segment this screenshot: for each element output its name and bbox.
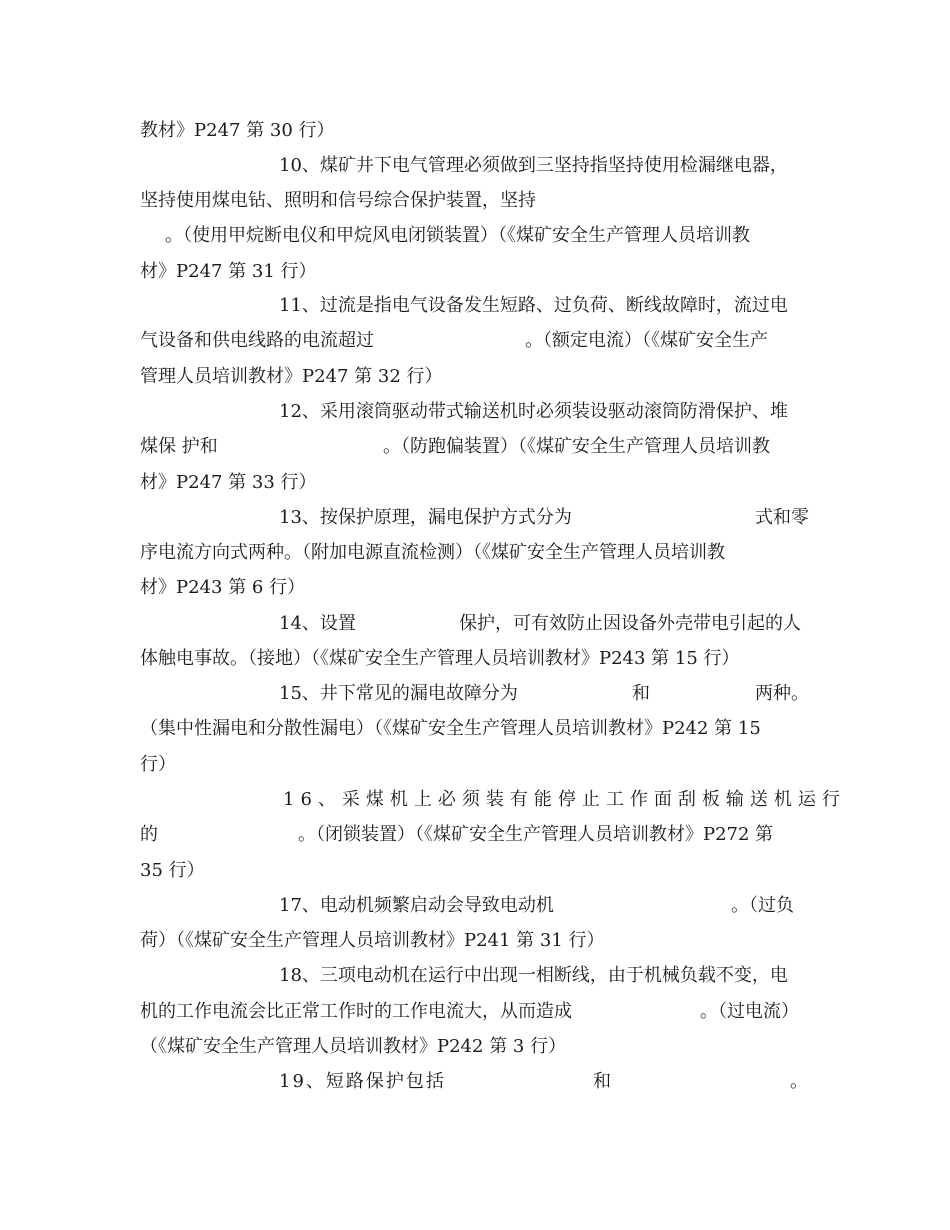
question-14-line-1b: 保护，可有效防止因设备外壳带电引起的人 (459, 613, 801, 634)
question-19-line-1a: 19、短路保护包括 (279, 1071, 446, 1092)
question-16-line-1: 16、采煤机上必须装有能停止工作面刮板输送机运行 (283, 789, 846, 810)
question-13-line-2: 序电流方向式两种。（附加电源直流检测）（《煤矿安全生产管理人员培训教 (140, 542, 725, 563)
question-17-line-1b: 。（过负 (731, 895, 794, 916)
question-19-line-1b: 和 (593, 1071, 611, 1092)
question-12-line-2a: 煤保 护和 (140, 436, 218, 457)
question-17-line-2: 荷）（《煤矿安全生产管理人员培训教材》P241 第 31 行） (140, 930, 605, 951)
text-line: 教材》P247 第 30 行） (140, 120, 335, 141)
question-12-line-1: 12、采用滚筒驱动带式输送机时必须装设驱动滚筒防滑保护、堆 (279, 401, 788, 422)
question-10-line-4: 材》P247 第 31 行） (140, 261, 317, 282)
question-15-line-3: 行） (140, 754, 176, 775)
question-11-line-2b: 。（额定电流）（《煤矿安全生产 (525, 330, 768, 351)
question-19-line-1c: 。 (790, 1071, 808, 1092)
question-15-line-1c: 两种。 (755, 683, 809, 704)
question-17-line-1a: 17、电动机频繁启动会导致电动机 (279, 895, 554, 916)
question-12-line-2b: 。（防跑偏装置）（《煤矿安全生产管理人员培训教 (383, 436, 770, 457)
question-15-line-1b: 和 (632, 683, 650, 704)
question-15-line-1a: 15、井下常见的漏电故障分为 (279, 683, 518, 704)
question-10-line-1: 10、煤矿井下电气管理必须做到三坚持指坚持使用检漏继电器， (279, 155, 788, 176)
question-18-line-1: 18、三项电动机在运行中出现一相断线，由于机械负载不变，电 (279, 965, 788, 986)
question-11-line-1: 11、过流是指电气设备发生短路、过负荷、断线故障时，流过电 (279, 295, 788, 316)
question-11-line-3: 管理人员培训教材》P247 第 32 行） (140, 366, 443, 387)
question-15-line-2: （集中性漏电和分散性漏电）（《煤矿安全生产管理人员培训教材》P242 第 15 (140, 718, 761, 739)
question-14-line-1a: 14、设置 (279, 613, 356, 634)
question-13-line-3: 材》P243 第 6 行） (140, 577, 306, 598)
question-14-line-2: 体触电事故。（接地）（《煤矿安全生产管理人员培训教材》P243 第 15 行） (140, 648, 740, 669)
question-10-line-2: 坚持使用煤电钻、照明和信号综合保护装置，坚持 (140, 190, 536, 211)
question-10-line-3: 。（使用甲烷断电仪和甲烷风电闭锁装置）（《煤矿安全生产管理人员培训教 (165, 225, 750, 246)
question-18-line-3: （《煤矿安全生产管理人员培训教材》P242 第 3 行） (140, 1036, 567, 1057)
question-18-line-2a: 机的工作电流会比正常工作时的工作电流大，从而造成 (140, 1001, 572, 1022)
question-16-line-3: 35 行） (140, 860, 205, 881)
question-16-line-2b: 。（闭锁装置）（《煤矿安全生产管理人员培训教材》P272 第 (298, 824, 774, 845)
question-11-line-2a: 气设备和供电线路的电流超过 (140, 330, 374, 351)
question-12-line-3: 材》P247 第 33 行） (140, 472, 317, 493)
question-16-line-2a: 的 (140, 824, 158, 845)
question-13-line-1a: 13、按保护原理，漏电保护方式分为 (279, 507, 572, 528)
question-18-line-2b: 。（过电流） (700, 1001, 799, 1022)
question-13-line-1b: 式和零 (755, 507, 809, 528)
